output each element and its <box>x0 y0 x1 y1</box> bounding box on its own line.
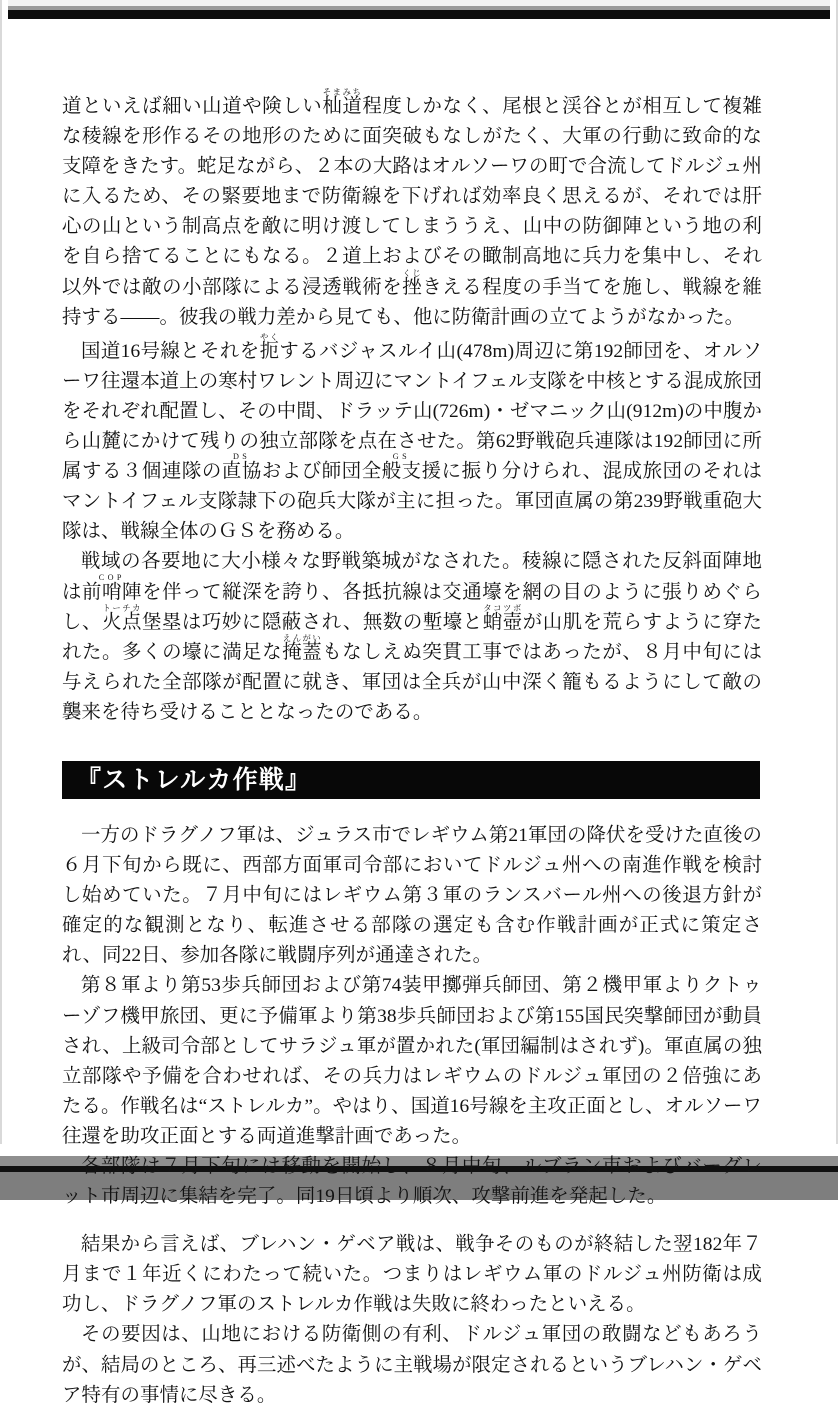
page-edge-top <box>0 0 838 24</box>
ruby-kuji: 挫くじ <box>402 268 423 298</box>
page-edge-left <box>0 0 8 1200</box>
ruby-yaku: 扼やく <box>259 332 280 362</box>
ruby-tochika: 火点トーチカ <box>101 603 142 633</box>
ruby-ds: 直協DS <box>221 452 262 483</box>
ruby-somamichi: 杣道そまみち <box>322 88 363 117</box>
ruby-engai: 掩蓋えんがい <box>282 633 323 663</box>
body-paragraph-5: 第８軍より第53歩兵師団および第74装甲擲弾兵師団、第２機甲軍よりクトゥーゾフ機甲旅団、更に予備軍より第38歩兵師団および第155国民突撃師団が動員され、上級司令部としてサラジュ軍が置かれた(軍団編制はされず)。軍直属の独立部隊や予備を合わせれば、その兵力はレギウムのドルジュ軍団の２倍強にあたる。作戦名は“ストレルカ”。やはり、国道16号線を主攻正面とし、オルソーワ往還を助攻正面とする両道進撃計画であった。 <box>62 975 762 1147</box>
ruby-reading: えんがい <box>282 633 322 643</box>
body-paragraph-4: 一方のドラグノフ軍は、ジュラス市でレギウム第21軍団の降伏を受けた直後の６月下旬から既に、西部方面軍司令部においてドルジュ州への南進作戦を検討し始めていた。７月中旬にはレギウム第３軍のランスバール州への後退方針が確定的な観測となり、転進させる部隊の選定も含む作戦計画が正式に策定され、同22日、参加各隊に戦闘序列が通達された。 <box>62 824 762 967</box>
ruby-gs: 全般支援GS <box>361 452 442 483</box>
ruby-reading: COP <box>82 572 142 582</box>
body-paragraph-1: 道といえば細い山道や険しい杣道そまみち程度しかなく、尾根と渓谷とが相互して複雑な稜線を形作るその地形のために面突破もなしがたく、大軍の行動に致命的な支障をきたす。蛇足ながら、２本の大路はオルソーワの町で合流してドルジュ州に入るため、その緊要地まで防衛線を下げれば効率良く思えるが、それでは肝心の山という制高点を敵に明け渡してしまううえ、山中の防御陣という地の利を自ら捨てることにもなる。２道上およびその瞰制高地に兵力を集中し、それ以外では敵の小部隊による浸透戦術を挫くじきえる程度の手当てを施し、戦線を維持する――。彼我の戦力差から見ても、他に防衛計画の立てようがなかった。 <box>62 88 762 328</box>
spacer-after-band <box>62 799 762 821</box>
ruby-reading: タコツボ <box>482 603 523 613</box>
spacer-between-sections <box>62 1212 762 1230</box>
page-edge-right <box>830 0 838 1200</box>
page-content <box>62 88 762 1411</box>
body-paragraph-8: その要因は、山地における防衛側の有利、ドルジュ軍団の敢闘などもあろうが、結局のところ、再三述べたように主戦場が限定されるというブレハン・ゲベア特有の事情に尽きる。 <box>62 1324 762 1406</box>
section-heading-title: 『ストレルカ作戦』 <box>76 765 312 795</box>
section-heading-band <box>62 761 760 799</box>
body-paragraph-6: 各部隊は７月下旬には移動を開始し、８月中旬、ルブラン市およびバーグレット市周辺に集結を完了。同19日頃より順次、攻撃前進を発起した。 <box>62 1156 762 1208</box>
ruby-reading: トーチカ <box>101 603 142 613</box>
ruby-reading: やく <box>259 332 280 342</box>
ruby-reading: そまみち <box>322 88 362 97</box>
body-paragraph-7: 結果から言えば、ブレハン・ゲベア戦は、戦争そのものが終結した翌182年７月まで１年近くにわたって続いた。つまりはレギウム軍のドルジュ州防衛は成功し、ドラグノフ軍のストレルカ作戦は失敗に終わったといえる。 <box>62 1234 762 1316</box>
ruby-reading: くじ <box>402 268 422 278</box>
ruby-takotsubo: 蛸壺タコツボ <box>482 603 523 633</box>
body-paragraph-3: 戦域の各要地に大小様々な野戦築城がなされた。稜線に隠された反斜面陣地は前哨陣COPを伴って縦深を誇り、各抵抗線は交通壕を網の目のように張りめぐらし、火点トーチカ堡塁は巧妙に隠蔽され、無数の塹壕と蛸壺タコツボが山肌を荒らすように穿たれた。多くの壕に満足な掩蓋えんがいもなしえぬ突貫工事ではあったが、８月中旬には与えられた全部隊が配置に就き、軍団は全兵が山中深く籠もるようにして敵の襲来を待ち受けることとなったのである。 <box>62 551 763 723</box>
ruby-cop: 前哨陣COP <box>82 572 143 603</box>
ruby-reading: GS <box>361 452 442 462</box>
ruby-reading: DS <box>221 452 262 462</box>
body-paragraph-2: 国道16号線とそれを扼やくするバジャスルイ山(478m)周辺に第192師団を、オルソーワ往還本道上の寒村ワレント周辺にマントイフェル支隊を中核とする混成旅団をそれぞれ配置し、その中間、ドラッテ山(726m)・ゼマニック山(912m)の中腹から山麓にかけて残りの独立部隊を点在させた。第62野戦砲兵連隊は192師団に所属する３個連隊の直協DSおよび師団全般支援GSに振り分けられ、混成旅団のそれはマントイフェル支隊隷下の砲兵大隊が主に担った。軍団直属の第239野戦重砲大隊は、戦線全体のＧＳを務める。 <box>62 332 762 543</box>
